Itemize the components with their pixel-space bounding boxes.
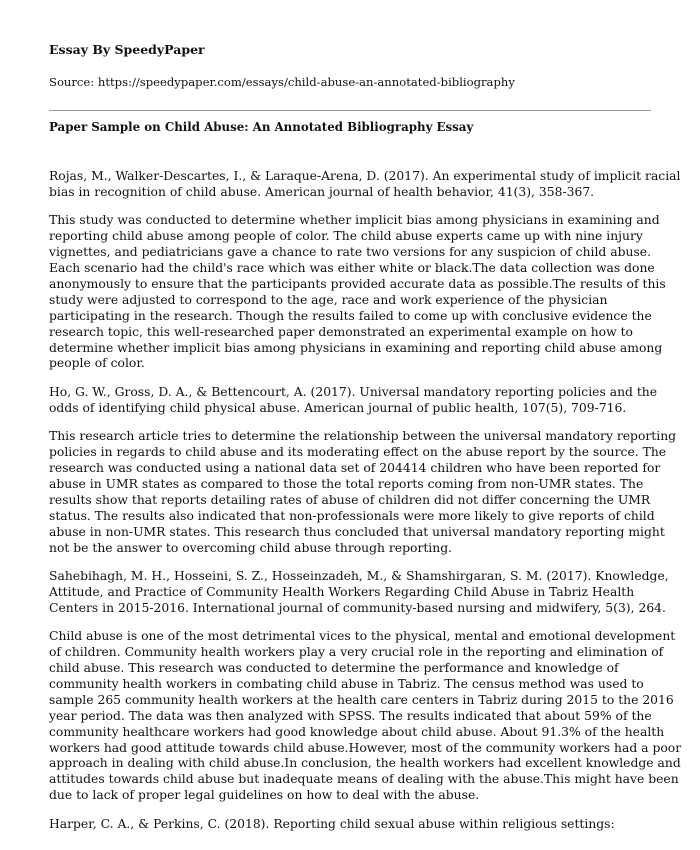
annotation-paragraph — [49, 213, 666, 372]
text-line: odds of identifying child physical abuse. American journal of public health, 107(5), 709-716. — [49, 400, 627, 415]
text-line: sample 265 community health workers at the health care centers in Tabriz during 2015 to the 2016 — [49, 692, 674, 707]
text-line: child abuse. This research was conducted to determine the performance and knowledge of — [49, 660, 619, 675]
text-line: abuse in UMR states as compared to those the total reports coming from non-UMR states. The — [49, 476, 644, 491]
text-line: policies in regards to child abuse and its moderating effect on the abuse report by the source. The — [49, 445, 667, 460]
text-line: study were adjusted to correspond to the age, race and work experience of the physician — [49, 292, 608, 307]
text-line: anonymously to ensure that the participants provided accurate data as possible.The results of this — [49, 276, 666, 291]
text-line: year period. The data was then analyzed with SPSS. The results indicated that about 59% of the — [49, 708, 652, 723]
text-line: community health workers in combating child abuse in Tabriz. The census method was used to — [49, 676, 644, 691]
essay-title: Paper Sample on Child Abuse: An Annotated Bibliography Essay — [49, 120, 474, 134]
text-line: reporting child abuse among people of color. The child abuse experts came up with nine injury — [49, 229, 643, 244]
source-line — [49, 73, 651, 91]
annotation-paragraph — [49, 429, 677, 556]
citation-paragraph — [49, 169, 681, 201]
text-line: Child abuse is one of the most detrimental vices to the physical, mental and emotional development — [49, 629, 676, 644]
citation-paragraph — [49, 817, 651, 833]
citation-paragraph — [49, 384, 658, 417]
source-label: Source: — [49, 75, 98, 89]
text-line: workers had good attitude towards child abuse.However, most of the community workers had a poor — [49, 740, 682, 755]
text-line: This study was conducted to determine whether implicit bias among physicians in examining and — [49, 213, 660, 228]
text-line: due to lack of proper legal guidelines on how to deal with the abuse. — [49, 788, 480, 803]
text-line: research was conducted using a national data set of 204414 children who have been reported for — [49, 461, 661, 475]
essay-body — [49, 169, 682, 833]
text-line: abuse in non-UMR states. This research thus concluded that universal mandatory reporting might — [49, 524, 665, 539]
text-line: Attitude, and Practice of Community Health Workers Regarding Child Abuse in Tabriz Health — [49, 584, 635, 599]
text-line: Rojas, M., Walker-Descartes, I., & Laraque-Arena, D. (2017). An experimental study of implicit racial — [49, 169, 681, 183]
text-line: vignettes, and pediatricians gave a chance to rate two versions for any suspicion of child abuse. — [49, 245, 652, 260]
text-line: attitudes towards child abuse but inadequate means of dealing with the abuse.This might have been — [49, 772, 679, 787]
text-line: Ho, G. W., Gross, D. A., & Bettencourt, A. (2017). Universal mandatory reporting policies and the — [49, 384, 658, 399]
text-line: of children. Community health workers play a very crucial role in the reporting and elimination of — [49, 645, 664, 660]
text-line: results show that reports detailing rates of abuse of children did not differ concerning the UMR — [49, 492, 651, 507]
annotation-paragraph — [49, 629, 682, 804]
text-line: approach in dealing with child abuse.In conclusion, the health workers had excellent knowledge and — [49, 756, 681, 771]
citation-paragraph — [49, 568, 669, 617]
text-line: This research article tries to determine the relationship between the universal mandatory reporting — [49, 429, 677, 444]
text-line: participating in the research. Though the results failed to come up with conclusive evidence the — [49, 308, 652, 323]
text-line: Centers in 2015-2016. International journal of community-based nursing and midwifery, 5(3), 264. — [49, 600, 666, 615]
text-line: bias in recognition of child abuse. American journal of health behavior, 41(3), 358-367. — [49, 184, 595, 199]
text-line: status. The results also indicated that non-professionals were more likely to give reports of child — [49, 508, 655, 523]
brand-title: Essay By SpeedyPaper — [49, 42, 205, 57]
text-line: not be the answer to overcoming child abuse through reporting. — [49, 540, 453, 555]
text-line: research topic, this well-researched paper demonstrated an experimental example on how to — [49, 324, 633, 339]
text-line: Sahebihagh, M. H., Hosseini, S. Z., Hosseinzadeh, M., & Shamshirgaran, S. M. (2017). Knowledge, — [49, 568, 669, 583]
text-line: Harper, C. A., & Perkins, C. (2018). Reporting child sexual abuse within religious settings: — [49, 816, 615, 831]
text-line: determine whether implicit bias among physicians in examining and reporting child abuse among — [49, 340, 663, 355]
text-line: people of color. — [49, 356, 145, 371]
source-url: https://speedypaper.com/essays/child-abuse-an-annotated-bibliography — [97, 75, 515, 89]
text-line: Each scenario had the child's race which was either white or black.The data collection was done — [49, 261, 655, 276]
text-line: community healthcare workers had good knowledge about child abuse. About 91.3% of the health — [49, 724, 665, 739]
header-divider — [49, 110, 651, 111]
